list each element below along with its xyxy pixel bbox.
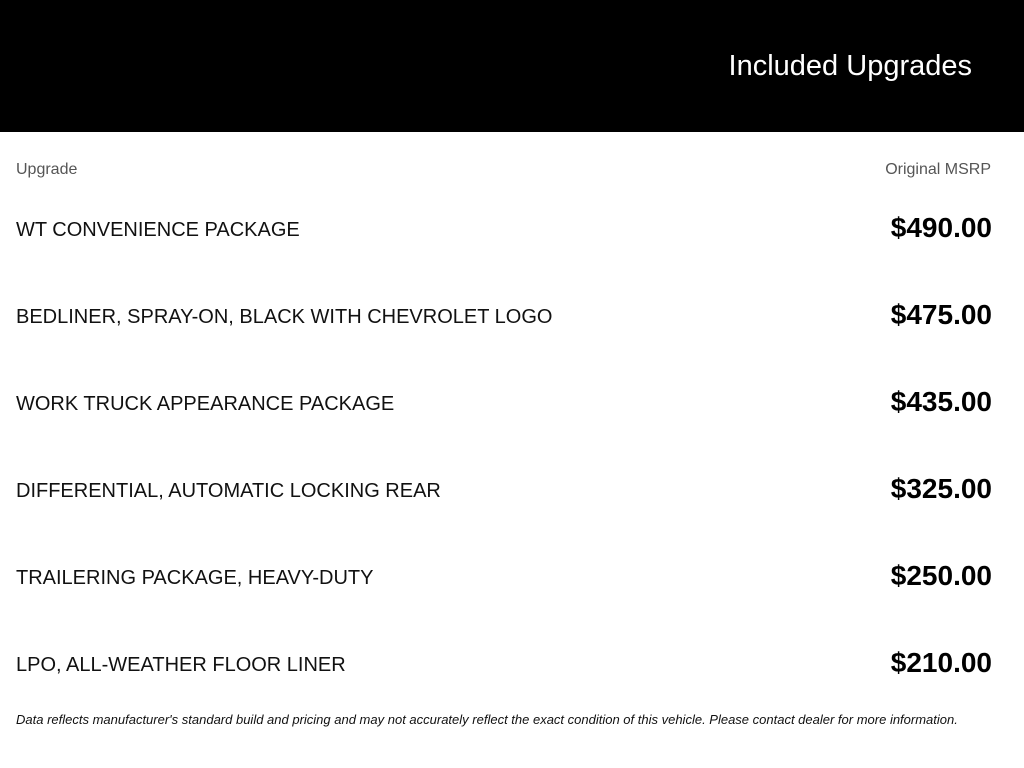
upgrade-name: TRAILERING PACKAGE, HEAVY-DUTY xyxy=(16,567,374,589)
upgrade-price: $250.00 xyxy=(890,560,992,591)
upgrade-name: LPO, ALL-WEATHER FLOOR LINER xyxy=(16,654,346,676)
upgrade-name: WT CONVENIENCE PACKAGE xyxy=(16,219,300,241)
table-row xyxy=(16,545,992,632)
upgrades-list xyxy=(16,197,992,719)
table-row xyxy=(16,284,992,371)
column-header-msrp: Original MSRP xyxy=(885,161,991,178)
upgrade-price: $325.00 xyxy=(890,473,992,504)
table-row xyxy=(16,632,992,719)
table-row xyxy=(16,458,992,545)
upgrade-price: $475.00 xyxy=(890,299,992,330)
header-bar xyxy=(0,0,1024,132)
table-row xyxy=(16,197,992,284)
upgrade-price: $210.00 xyxy=(890,647,992,678)
upgrade-price: $490.00 xyxy=(890,212,992,243)
table-row xyxy=(16,371,992,458)
upgrade-name: WORK TRUCK APPEARANCE PACKAGE xyxy=(16,393,395,415)
disclaimer-text: Data reflects manufacturer's standard build and pricing and may not accurately reflect the exact condition of this vehicle. Please contact dealer for more information. xyxy=(16,712,958,727)
upgrade-price: $435.00 xyxy=(890,386,992,417)
column-headers xyxy=(16,160,992,182)
upgrade-name: BEDLINER, SPRAY-ON, BLACK WITH CHEVROLET LOGO xyxy=(16,306,553,328)
column-header-upgrade: Upgrade xyxy=(16,161,78,178)
page-title: Included Upgrades xyxy=(728,50,972,82)
upgrade-name: DIFFERENTIAL, AUTOMATIC LOCKING REAR xyxy=(16,480,441,502)
